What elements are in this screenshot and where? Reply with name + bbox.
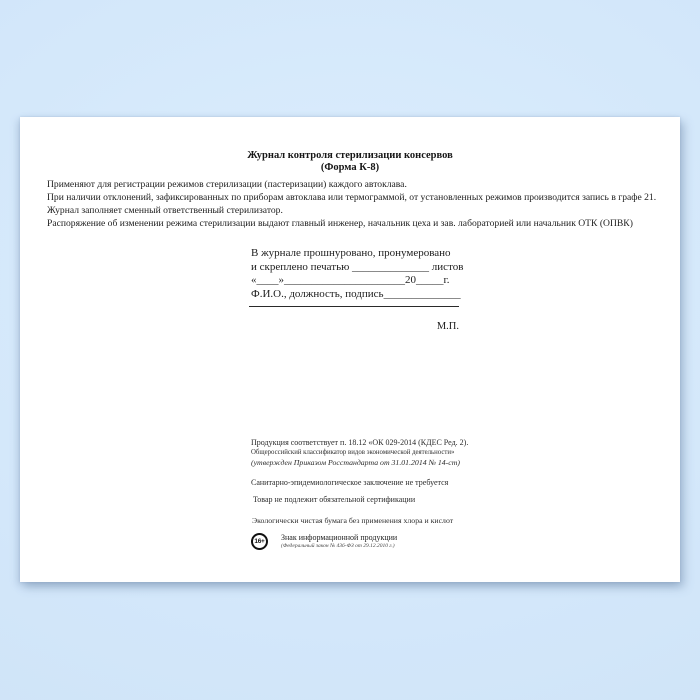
binding-line-date: «____»______________________20_____г. (251, 274, 450, 286)
intro-paragraph (47, 178, 667, 230)
intro-line: Применяют для регистрации режимов стерилизации (пастеризации) каждого автоклава. (47, 179, 407, 190)
intro-line: Распоряжение об изменении режима стерилизации выдают главный инженер, начальник цеха и зав. лабораторией или начальник ОТК (ОПВК) (47, 218, 633, 229)
eco-paper-note: Экологически чистая бумага без применения хлора и кислот (252, 515, 454, 525)
info-product-sign-row (251, 533, 491, 550)
sanitary-note: Санитарно-эпидемиологическое заключение не требуется (251, 477, 449, 487)
compliance-note: Общероссийский классификатор видов экономической деятельности» (251, 448, 455, 456)
compliance-note: Продукция соответствует п. 18.12 «ОК 029-2014 (КДЕС Ред. 2). (251, 438, 469, 447)
intro-line: При наличии отклонений, зафиксированных по приборам автоклава или термограммой, от установленных режимов производится запись в графе 21. (47, 192, 657, 203)
stamp-place-label: М.П. (436, 321, 459, 332)
info-sign-label: Знак информационной продукции (281, 533, 398, 542)
form-number: (Форма К-8) (320, 162, 380, 173)
binding-line-laced: В журнале прошнуровано, пронумеровано (251, 247, 451, 259)
info-sign-law-reference: (Федеральный закон № 436-ФЗ от 29.12.2010 г.) (281, 543, 395, 549)
footer-notes-block (251, 438, 491, 550)
title-line: Журнал контроля стерилизации консервов (247, 150, 453, 161)
binding-line-signature: Ф.И.О., должность, подпись______________ (251, 287, 461, 300)
document-page (20, 117, 680, 582)
certification-note: Товар не подлежит обязательной сертификации (253, 494, 416, 504)
compliance-note: (утвержден Приказом Росстандарта от 31.01.2014 № 14-ст) (251, 457, 460, 467)
binding-certification-block (249, 247, 464, 334)
document-title (20, 150, 680, 174)
age-rating-16-icon: 16+ (251, 533, 268, 550)
binding-line-sealed-sheets: и скреплено печатью ______________ листов (251, 260, 464, 273)
intro-line: Журнал заполняет сменный ответственный стерилизатор. (47, 205, 283, 216)
info-sign-text (281, 533, 397, 549)
signature-rule (249, 306, 459, 307)
